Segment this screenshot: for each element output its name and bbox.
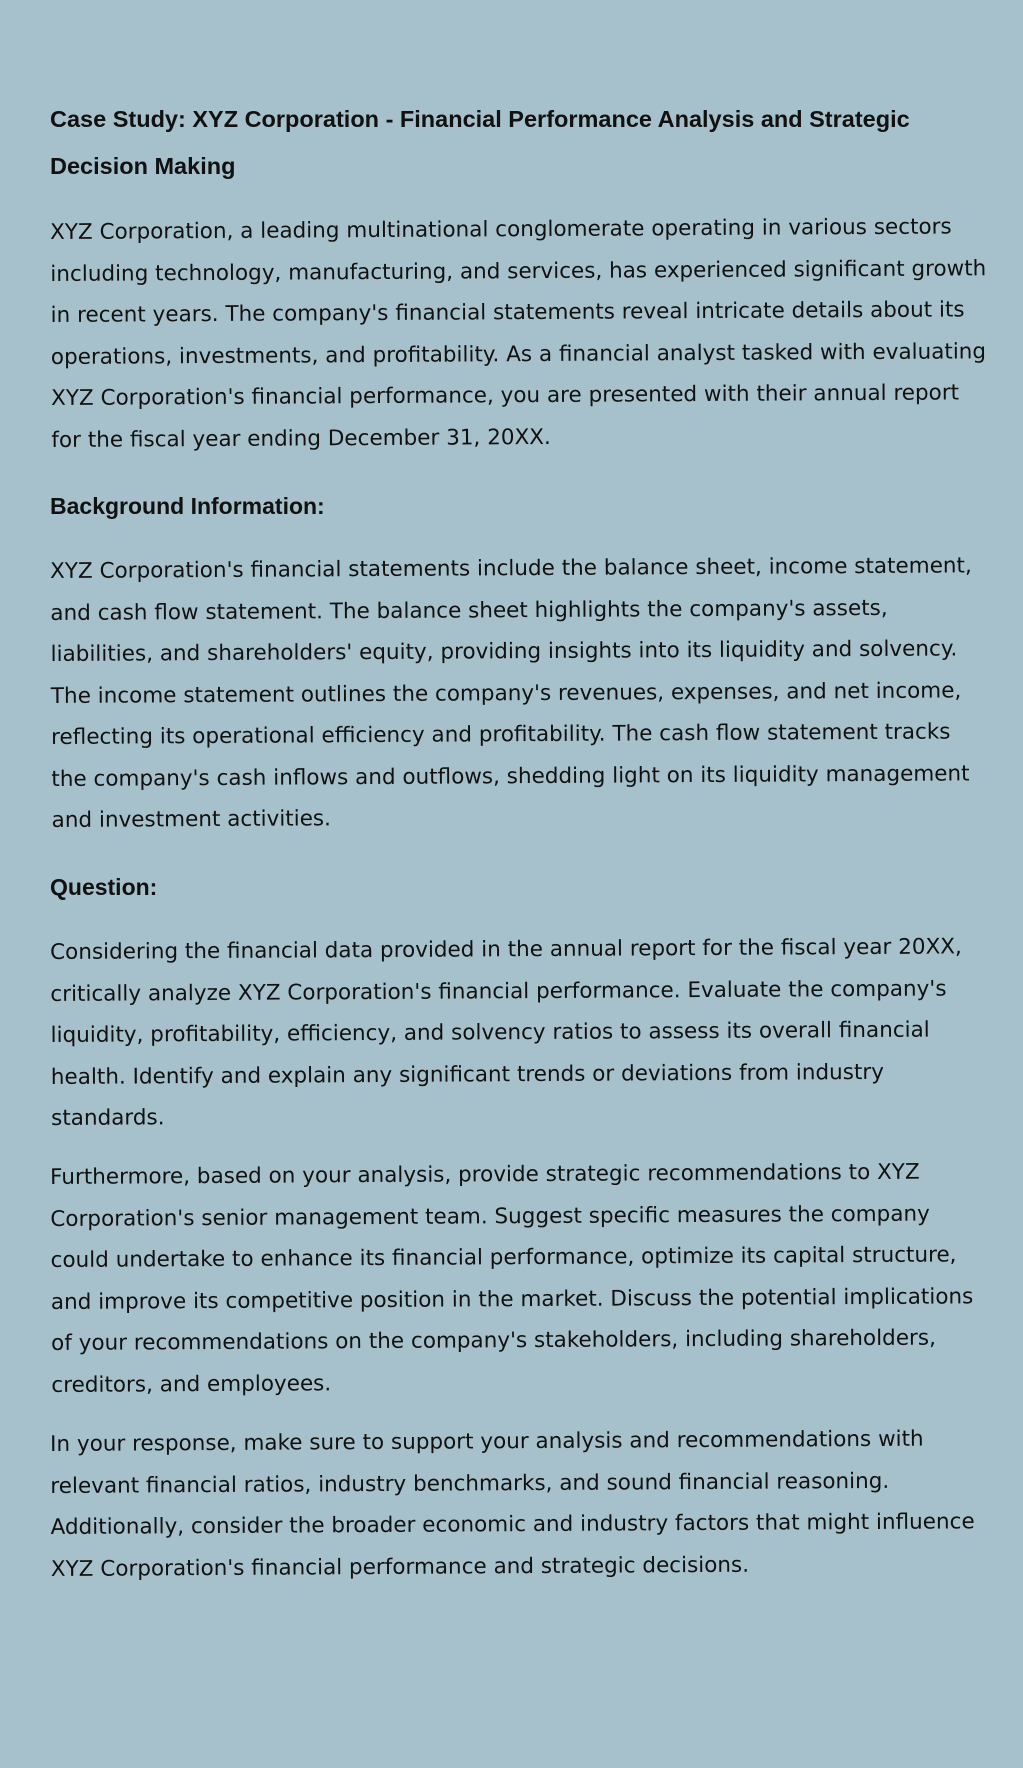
question-paragraph-analysis: Considering the financial data provided in the annual report for the fiscal year 20XX, critically analyze XYZ Corporation's financial performance. Evaluate the company's liquidity, profitability, efficiency, and solvency ratios to assess its overall financial health. Identify and explain any significant trends or deviations from industry standards. — [50, 933, 962, 1131]
background-paragraph: XYZ Corporation's financial statements include the balance sheet, income statement, and cash flow statement. The balance sheet highlights the company's assets, liabilities, and shareholders' equity, providing insights into its liquidity and solvency. The income statement outlines the company's revenues, expenses, and net income, reflecting its operational efficiency and profitability. The cash flow statement tracks the company's cash inflows and outflows, shedding light on its liquidity management and investment activities. — [50, 553, 972, 833]
question-heading: Question: — [50, 873, 158, 900]
background-heading: Background Information: — [50, 493, 325, 519]
case-study-title: Case Study: XYZ Corporation - Financial Performance Analysis and Strategic Decision Making — [50, 106, 910, 179]
question-paragraph-response-guidance: In your response, make sure to support your analysis and recommendations with relevant financial ratios, industry benchmarks, and sound financial reasoning. Additionally, consider the broader economic and industry factors that might influence XYZ Corporation's financial performance and strategic decisions. — [50, 1426, 975, 1582]
intro-paragraph: XYZ Corporation, a leading multinational conglomerate operating in various sectors including technology, manufacturing, and services, has experienced significant growth in recent years. The company's financial statements reveal intricate details about its operations, investments, and profitability. As a financial analyst tasked with evaluating XYZ Corporation's financial performance, you are presented with their annual report for the fiscal year ending December 31, 20XX. — [50, 214, 987, 453]
question-paragraph-recommendations: Furthermore, based on your analysis, provide strategic recommendations to XYZ Corporation's senior management team. Suggest specific measures the company could undertake to enhance its financial performance, optimize its capital structure, and improve its competitive position in the market. Discuss the potential implications of your recommendations on the company's stakeholders, including shareholders, creditors, and employees. — [50, 1159, 974, 1398]
